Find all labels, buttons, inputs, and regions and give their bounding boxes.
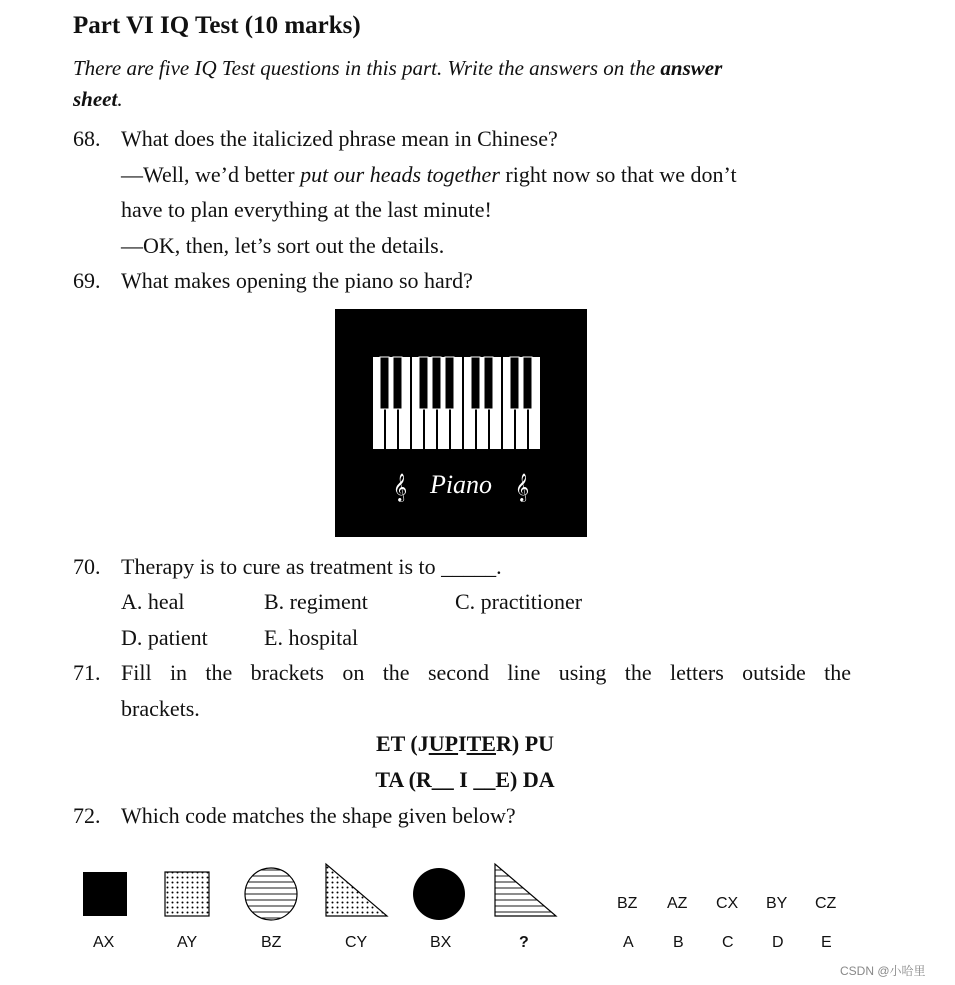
q68-italic-phrase: put our heads together — [300, 162, 500, 187]
q72-number: 72. — [73, 803, 101, 828]
q72-shapes — [60, 855, 580, 930]
shape-label: CY — [345, 934, 368, 951]
q71-word: on — [342, 660, 365, 685]
q68-dialogue-line3: —OK, then, let’s sort out the details. — [121, 233, 445, 258]
code-option: BY — [766, 895, 788, 912]
q71-puzzle1-mid: I — [458, 731, 467, 756]
q70-option-e: E. hospital — [264, 625, 359, 650]
shape-label: AX — [93, 934, 115, 951]
answer-letter: C — [722, 934, 734, 951]
q71-word: the — [824, 660, 851, 685]
shape-dotted-triangle — [326, 864, 387, 916]
q71-word: line — [507, 660, 541, 685]
q71-word: letters — [670, 660, 724, 685]
code-option: BZ — [617, 895, 638, 912]
q71-word: outside — [742, 660, 806, 685]
q68-dialogue-line1 — [121, 162, 737, 188]
shape-solid-circle — [413, 868, 465, 920]
q69-question: What makes opening the piano so hard? — [121, 268, 473, 293]
q72-question: Which code matches the shape given below? — [121, 803, 516, 828]
q71-puzzle1-suffix: R) PU — [495, 731, 555, 756]
instructions-bold-answer: answer — [660, 56, 723, 80]
q71-question-line1 — [121, 660, 851, 686]
q71-word: using — [558, 660, 607, 685]
instructions-text: There are five IQ Test questions in this part. Write the answers on the — [73, 56, 661, 80]
q71-word: in — [169, 660, 188, 685]
shape-striped-triangle — [495, 864, 556, 916]
shape-label: BZ — [261, 934, 282, 951]
shape-striped-circle — [245, 868, 297, 920]
piano-image-text: Piano — [429, 470, 493, 499]
watermark: CSDN @小哈里 — [840, 964, 926, 978]
q71-puzzle1-underline2: TE — [466, 731, 496, 756]
q71-word: the — [624, 660, 652, 685]
q70-option-c: C. practitioner — [455, 589, 583, 614]
q71-puzzle-line1 — [0, 731, 930, 757]
q70-option-a: A. heal — [121, 589, 185, 614]
answer-letter: A — [623, 934, 634, 951]
q71-number: 71. — [73, 660, 101, 685]
q71-puzzle1-prefix: ET (J — [375, 731, 429, 756]
q68-number: 68. — [73, 126, 101, 151]
code-option: CX — [716, 895, 739, 912]
q70-number: 70. — [73, 554, 101, 579]
q68-dialogue-line2: have to plan everything at the last minute! — [121, 197, 492, 222]
shape-label: AY — [177, 934, 198, 951]
treble-clef-right-icon: 𝄞 — [515, 473, 530, 501]
q68-line1-after: right now so that we don’t — [499, 162, 737, 187]
treble-clef-left-icon: 𝄞 — [393, 473, 408, 501]
shape-label-unknown: ? — [519, 934, 529, 951]
q71-word: second — [427, 660, 490, 685]
q71-puzzle1-underline1: UP — [428, 731, 459, 756]
q68-question: What does the italicized phrase mean in Chinese? — [121, 126, 558, 151]
piano-image — [335, 309, 587, 537]
answer-letter: E — [821, 934, 832, 951]
q68-line1-before: —Well, we’d better — [121, 162, 301, 187]
q71-question-line2: brackets. — [121, 696, 200, 721]
q70-option-d: D. patient — [121, 625, 208, 650]
q70-option-b: B. regiment — [264, 589, 368, 614]
q71-word: the — [382, 660, 410, 685]
instructions-bold-sheet: sheet — [73, 87, 118, 111]
instructions — [73, 53, 851, 115]
q71-word: brackets — [250, 660, 324, 685]
answer-letter: B — [673, 934, 684, 951]
q71-word: Fill — [121, 660, 152, 685]
q70-question: Therapy is to cure as treatment is to _____. — [121, 554, 502, 579]
q71-puzzle-line2: TA (R__ I __E) DA — [375, 767, 555, 792]
code-option: CZ — [815, 895, 837, 912]
shape-dotted-square — [165, 872, 209, 916]
q71-word: the — [205, 660, 233, 685]
instructions-end: . — [117, 87, 123, 111]
q69-number: 69. — [73, 268, 101, 293]
shape-label: BX — [430, 934, 452, 951]
code-option: AZ — [667, 895, 688, 912]
answer-letter: D — [772, 934, 784, 951]
part-title: Part VI IQ Test (10 marks) — [73, 12, 361, 39]
shape-solid-square — [83, 872, 127, 916]
